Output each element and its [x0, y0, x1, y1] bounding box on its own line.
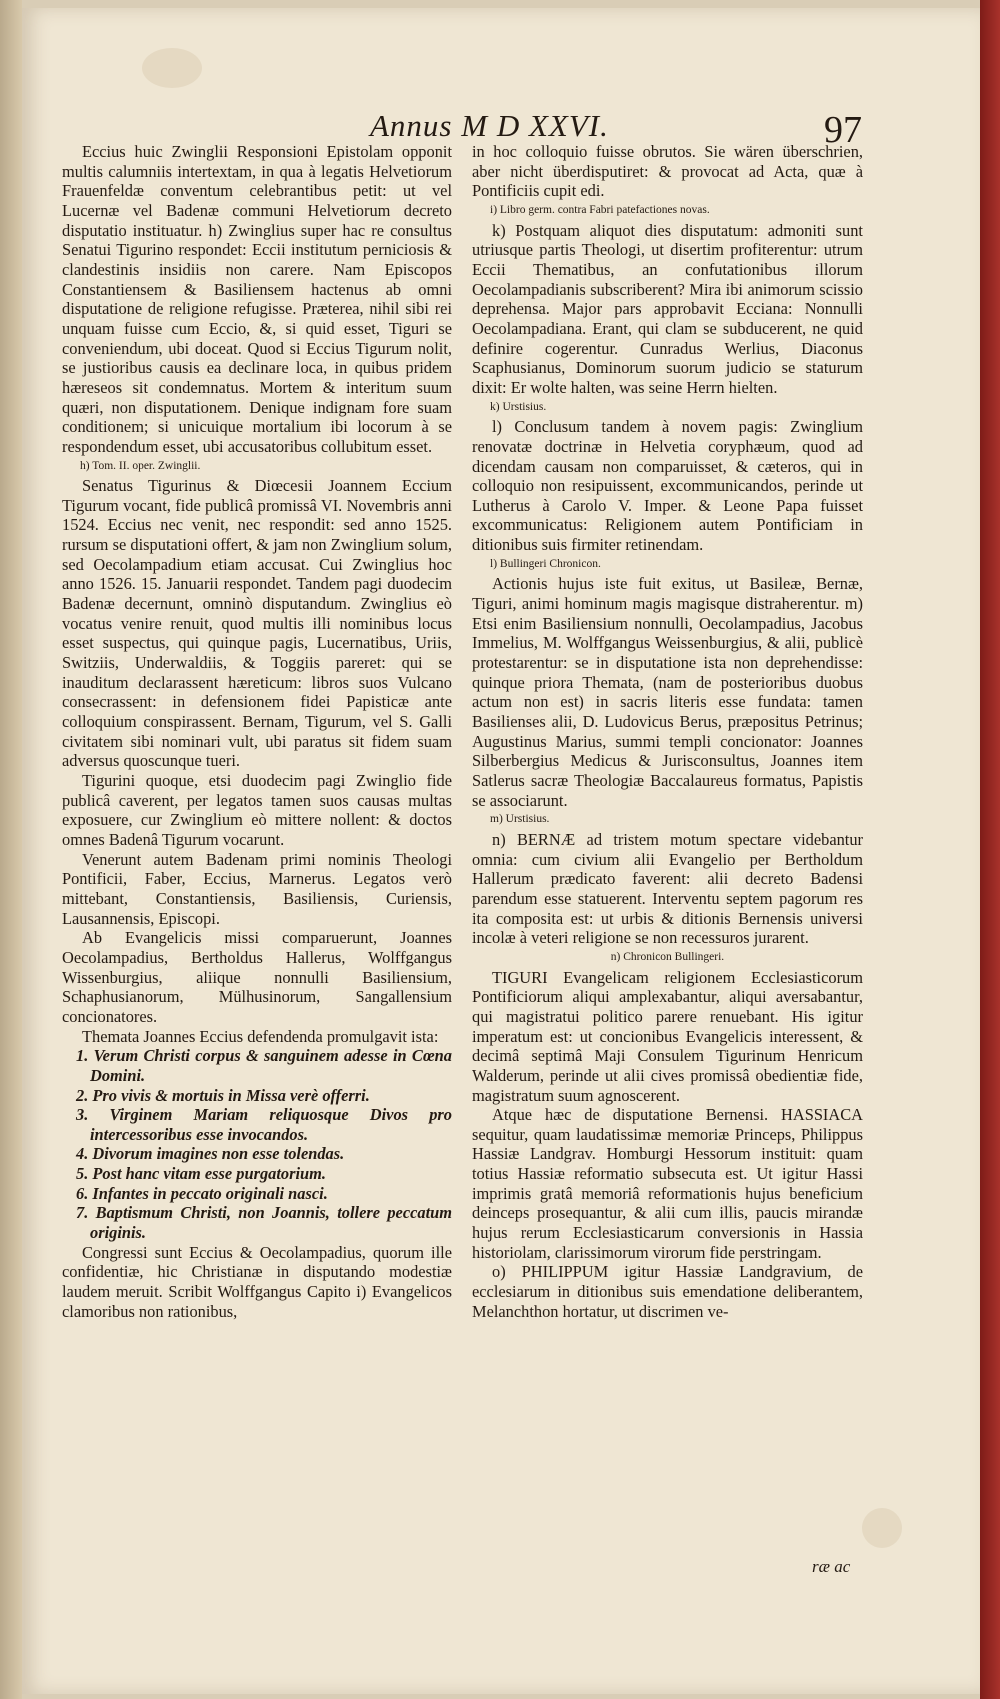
- right-text-column: [472, 142, 863, 1321]
- paragraph: Senatus Tigurinus & Diœcesii Joannem Eccium Tigurum vocant, fide publicâ promissâ VI. Novembris anni 1524. Eccius nec venit, nec respondit: sed anno 1525. rursum se disputationi offert, & jam non Zwinglium solum, sed Oecolampadium etiam accusat. Cui Zwinglius hoc anno 1526. 15. Januarii respondet. Tandem pagi duodecim Badenæ decernunt, omninò disputandum. Zwinglius eò vocatus venire renuit, quod multis illi nominibus locus esset suspectus, qui quinque pagis, Lucernatibus, Uriis, Switziis, Underwaldiis, & Toggiis pareret: qui se inauditum declarassent hæreticum: libros suos Vulcano consecrassent: in defensionem fidei Papisticæ ante colloquium conspirassent. Bernam, Tigurum, vel S. Galli civitatem sibi nominari vult, ubi paratus sit fidem suam adversus quoscunque tueri.: [62, 476, 452, 771]
- paragraph: Eccius huic Zwinglii Responsioni Epistolam opponit multis calumniis intertextam, in qua à legatis Helvetiorum Frauenfeldæ conventum celebrantibus petit: ut vel Lucernæ vel Badenæ communi Helvetiorum decreto disputatio instituatur. h) Zwinglius super hac re consultus Senatui Tigurino respondet: Eccii institutum perniciosis & clandestinis insidiis non carere. Nam Episcopos Constantiensem & Basiliensem hactenus ab omni disputatione de religione refugisse. Præterea, nihil sibi rei unquam fuisse cum Eccio, &, si quid esset, Tiguri se conveniendum, ubi doceat. Quod si Eccius Tigurum nolit, se justioribus causis ea declinare loca, in quibus pridem hæreseos sit condemnatus. Mortem & interitum suum quæri, non disputationem. Denique indignam fore suam conditionem; si unicuique mortalium ibi locorum à se respondendum esset, ubi accusatoribus collubitum esset.: [62, 142, 452, 456]
- paragraph: o) PHILIPPUM igitur Hassiæ Landgravium, de ecclesiarum in ditionibus suis emendatione deliberantem, Melanchthon hortatur, ut discrimen ve-: [472, 1262, 863, 1321]
- thesis-item: 3. Virginem Mariam reliquosque Divos pro intercessoribus esse invocandos.: [76, 1105, 452, 1144]
- footnote: m) Urstisius.: [490, 813, 550, 826]
- paragraph: Atque hæc de disputatione Bernensi. HASSIACA sequitur, quam laudatissimæ memoriæ Princeps, Philippus Hassiæ Landgrav. Homburgi Hessorum instituit: quam totius Hassiæ reformatio subsecuta est. Ut igitur Hassi imprimis gratâ memoriâ reformationis hujus beneficium deinceps prosequantur, & alii cum illis, paucis mirandæ hujus rerum Ecclesiasticarum conversionis in Hassia historiolam, clarissimorum virorum fide perstringam.: [472, 1105, 863, 1262]
- thesis-item: 1. Verum Christi corpus & sanguinem adesse in Cœna Domini.: [76, 1046, 452, 1085]
- footnote: n) Chronicon Bullingeri.: [610, 950, 725, 963]
- thesis-item: 5. Post hanc vitam esse purgatorium.: [76, 1164, 326, 1184]
- paragraph: Congressi sunt Eccius & Oecolampadius, quorum ille confidentiæ, hic Christianæ in disputando modestiæ laudem meruit. Scribit Wolffgangus Capito i) Evangelicos clamoribus non rationibus,: [62, 1242, 452, 1321]
- thesis-item: 2. Pro vivis & mortuis in Missa verè offerri.: [76, 1085, 370, 1105]
- paragraph: Themata Joannes Eccius defendenda promulgavit ista:: [82, 1026, 439, 1046]
- paper-stain: [142, 48, 202, 88]
- paragraph: n) BERNÆ ad tristem motum spectare videbantur omnia: cum civium alii Evangelio per Bertholdum Hallerum prædicato faverent: alii decreto Badensi parendum esse statuerent. Interventu septem pagorum res ita composita est: ut urbis & ditionis Bernensis universi incolæ à veteri religione se non recessuros jurarent.: [472, 829, 863, 948]
- paragraph-continuation: in hoc colloquio fuisse obrutos. Sie wären überschrien, aber nicht überdisputiret: & provocat ad Acta, quæ à Pontificiis cupit edi.: [472, 142, 863, 201]
- footnote: h) Tom. II. oper. Zwinglii.: [80, 459, 201, 472]
- footnote: k) Urstisius.: [490, 400, 547, 413]
- paragraph: k) Postquam aliquot dies disputatum: admoniti sunt utriusque partis Theologi, ut disertim profiterentur: utrum Eccii Thematibus, an confutationibus illorum Oecolampadianis subscriberent? Mira ibi animorum scissio deprehensa. Major pars approbavit Ecciana: Nonnulli Oecolampadiana. Erant, qui clam se subducerent, ne quid definire cogerentur. Cunradus Werlius, Diaconus Scaphusianus, Dominorum suorum judicio se staturum dixit: Er wolte halten, was seine Herrn hielten.: [472, 220, 863, 397]
- paragraph: TIGURI Evangelicam religionem Ecclesiasticorum Pontificiorum aliqui amplexabantur, aliqui aversabantur, qui magistratui politico parere renuebant. His igitur imperatum est: ut concionibus Evangelicis interessent, & decimâ septimâ Maji Consulem Tigurinum Henricum Walderum, perinde ut alii cives promissâ obedientiæ fide, magistratum suum agnoscerent.: [472, 967, 863, 1105]
- footnote: i) Libro germ. contra Fabri patefactiones novas.: [490, 203, 710, 216]
- thesis-item: 4. Divorum imagines non esse tolendas.: [76, 1144, 345, 1164]
- catchword: ræ ac: [812, 1557, 851, 1576]
- paragraph: Tigurini quoque, etsi duodecim pagi Zwinglio fide publicâ caverent, per legatos tamen suos causas multas exposuere, cur Zwinglium eò mittere nollent: & doctos omnes Badenâ Tigurum vocarunt.: [62, 771, 452, 849]
- red-page-edge: [980, 0, 1000, 1699]
- running-head: Annus M D XXVI.: [370, 108, 609, 143]
- paragraph: l) Conclusum tandem à novem pagis: Zwinglium renovatæ doctrinæ in Helvetia coryphæum, quod ad dicendam causam non comparuisset, & cæteros, qui in colloquio non resipuissent, excommunicandos, perinde ut Lutherus à Carolo V. Imper. & Leone Papa fuisset excommunicatus: Religionem autem Pontificiam in ditionibus suis firmiter retinendam.: [472, 417, 863, 555]
- book-binding-edge: [0, 0, 22, 1699]
- paragraph: Actionis hujus iste fuit exitus, ut Basileæ, Bernæ, Tiguri, animi hominum magis magisque distraherentur. m) Etsi enim Basiliensium nonnulli, Oecolampadius, Jacobus Immelius, M. Wolffgangus Weissenburgius, & alii, publicè protestarentur: se in disputatione ista non deprehendisse: quinque priora Themata, (nam de posterioribus duobus actum non est) in sacris literis esse fundata: tamen Basilienses alii, D. Ludovicus Berus, præpositus Petrinus; Augustinus Marius, summi templi concionator: Joannes Silberbergius Medicus & Jurisconsultus, Joannes item Satlerus sacræ Theologiæ Baccalaureus formatus, Papistis se associarunt.: [472, 574, 863, 810]
- footnote: l) Bullingeri Chronicon.: [490, 557, 601, 570]
- thesis-item: 6. Infantes in peccato originali nasci.: [76, 1183, 328, 1203]
- paragraph: Ab Evangelicis missi comparuerunt, Joannes Oecolampadius, Bertholdus Hallerus, Wolffgangus Wissenburgius, aliique nonnulli Basiliensium, Schaphusianorum, Mülhusinorum, Sangallensium concionatores.: [62, 928, 452, 1026]
- paper-stain: [862, 1508, 902, 1548]
- paragraph: Venerunt autem Badenam primi nominis Theologi Pontificii, Faber, Eccius, Marnerus. Legatos verò mittebant, Constantiensis, Basiliensis, Curiensis, Lausannensis, Episcopi.: [62, 849, 452, 928]
- left-text-column: [62, 142, 452, 1321]
- page-number: 97: [824, 109, 862, 151]
- thesis-item: 7. Baptismum Christi, non Joannis, tollere peccatum originis.: [76, 1203, 452, 1243]
